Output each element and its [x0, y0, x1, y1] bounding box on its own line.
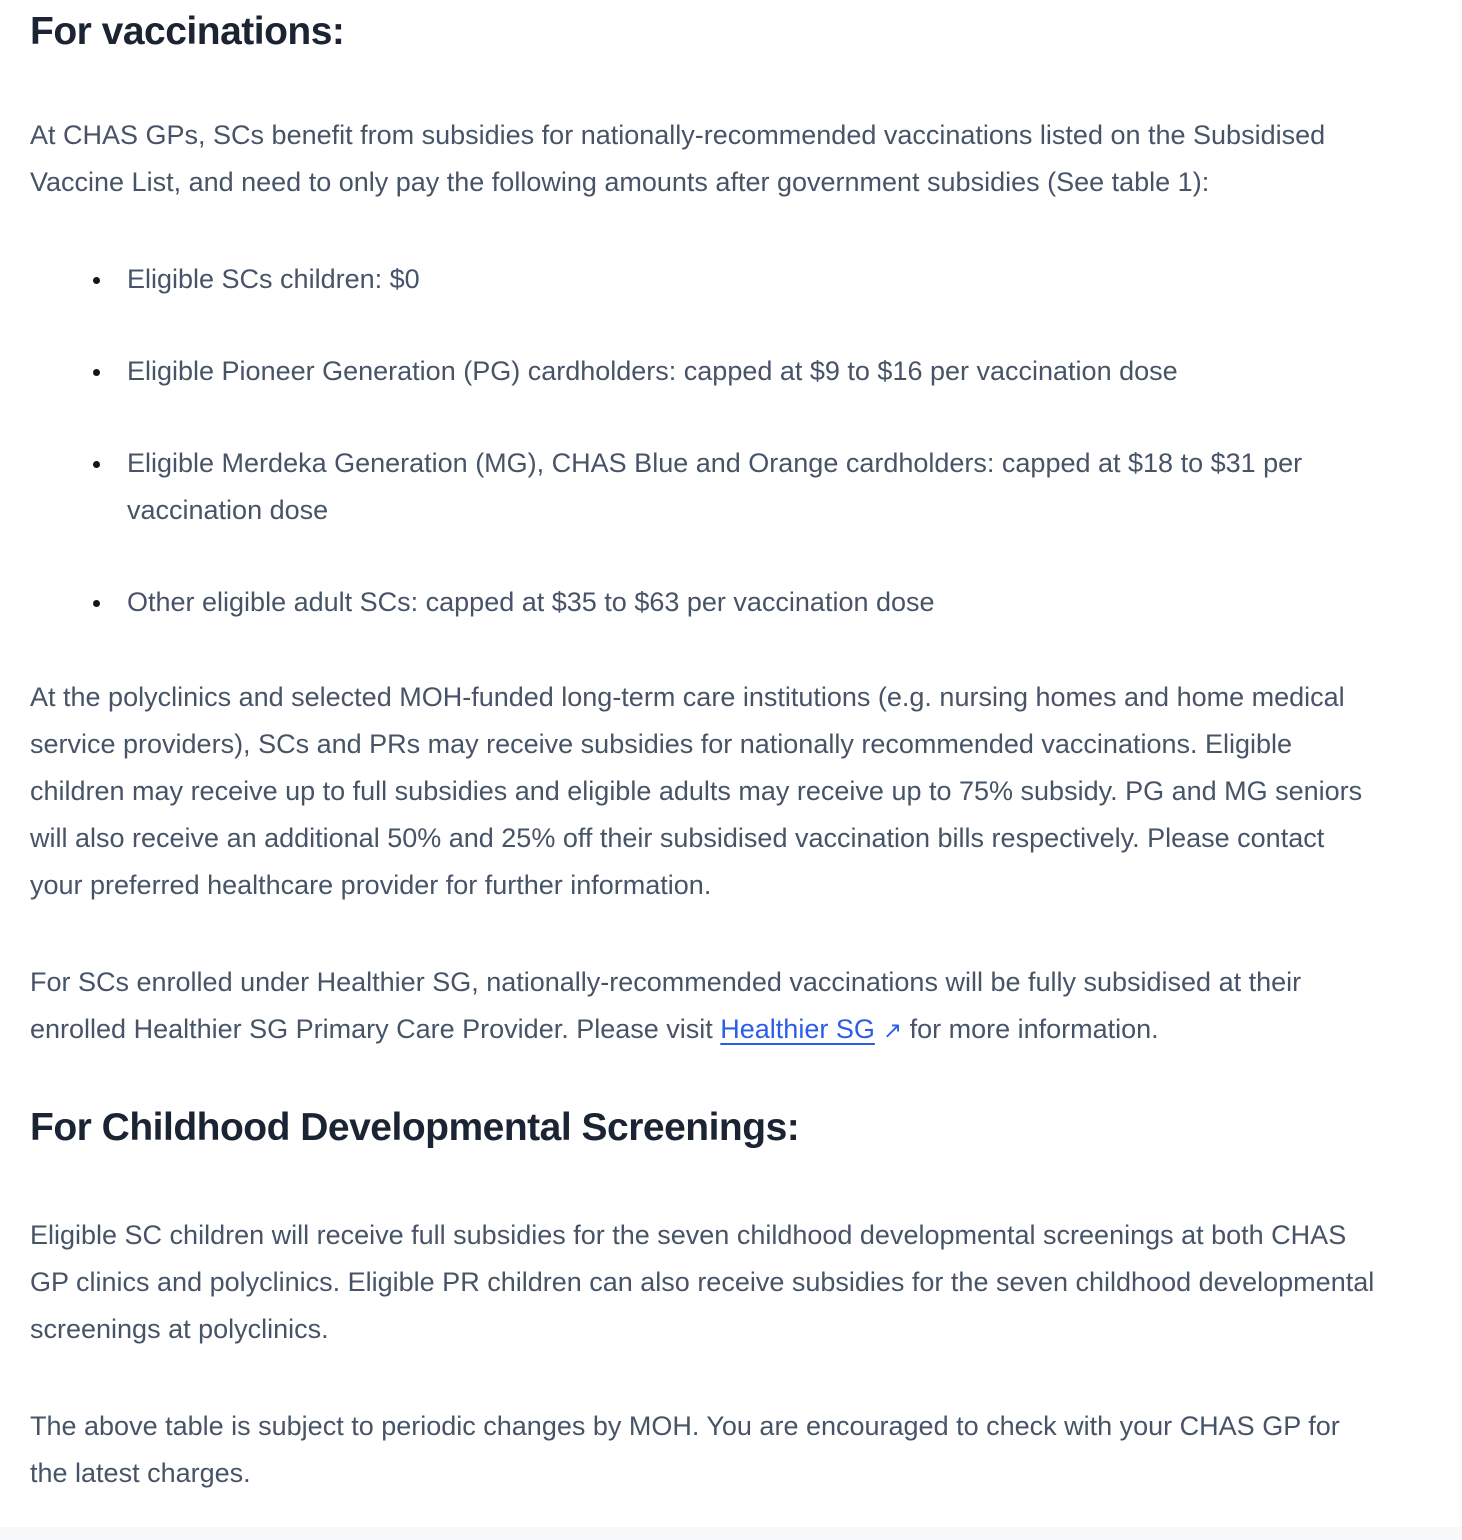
list-item: • Eligible SCs children: $0 [114, 256, 1402, 303]
list-item: • Other eligible adult SCs: capped at $35 to $63 per vaccination dose [114, 579, 1402, 626]
healthier-sg-link[interactable] [720, 1014, 902, 1044]
healthier-sg-text-after: for more information. [902, 1014, 1159, 1044]
vaccination-subsidy-list [30, 256, 1402, 626]
list-item: • Eligible Merdeka Generation (MG), CHAS Blue and Orange cardholders: capped at $18 to $31 per vaccination dose [114, 440, 1402, 534]
healthier-sg-link-label: Healthier SG [720, 1014, 875, 1044]
healthier-sg-text-before: For SCs enrolled under Healthier SG, nationally-recommended vaccinations will be fully subsidised at their enrolled Healthier SG Primary Care Provider. Please visit [30, 967, 1302, 1044]
list-item: • Eligible Pioneer Generation (PG) cardholders: capped at $9 to $16 per vaccination dose [114, 348, 1402, 395]
vaccinations-intro-paragraph: At CHAS GPs, SCs benefit from subsidies for nationally-recommended vaccinations listed on the Subsidised Vaccine List, and need to only pay the following amounts after government subsidies (See table 1): [30, 120, 1326, 197]
polyclinics-paragraph: At the polyclinics and selected MOH-funded long-term care institutions (e.g. nursing homes and home medical service providers), SCs and PRs may receive subsidies for nationally recommended vaccinations. Eligible children may receive up to full subsidies and eligible adults may receive up to 75% subsidy. PG and MG seniors will also receive an additional 50% and 25% off their subsidised vaccination bills respectively. Please contact your preferred healthcare provider for further information. [30, 682, 1363, 900]
screenings-paragraph: Eligible SC children will receive full subsidies for the seven childhood developmental screenings at both CHAS GP clinics and polyclinics. Eligible PR children can also receive subsidies for the seven childhood developmental screenings at polyclinics. [30, 1220, 1375, 1344]
page-bottom-divider [0, 1527, 1462, 1540]
vaccinations-heading: For vaccinations: [30, 10, 345, 53]
periodic-changes-note: The above table is subject to periodic changes by MOH. You are encouraged to check with your CHAS GP for the latest charges. [30, 1411, 1340, 1488]
external-link-icon: ↗ [882, 1017, 903, 1043]
screenings-heading: For Childhood Developmental Screenings: [30, 1106, 800, 1149]
healthier-sg-paragraph [30, 959, 1378, 1054]
